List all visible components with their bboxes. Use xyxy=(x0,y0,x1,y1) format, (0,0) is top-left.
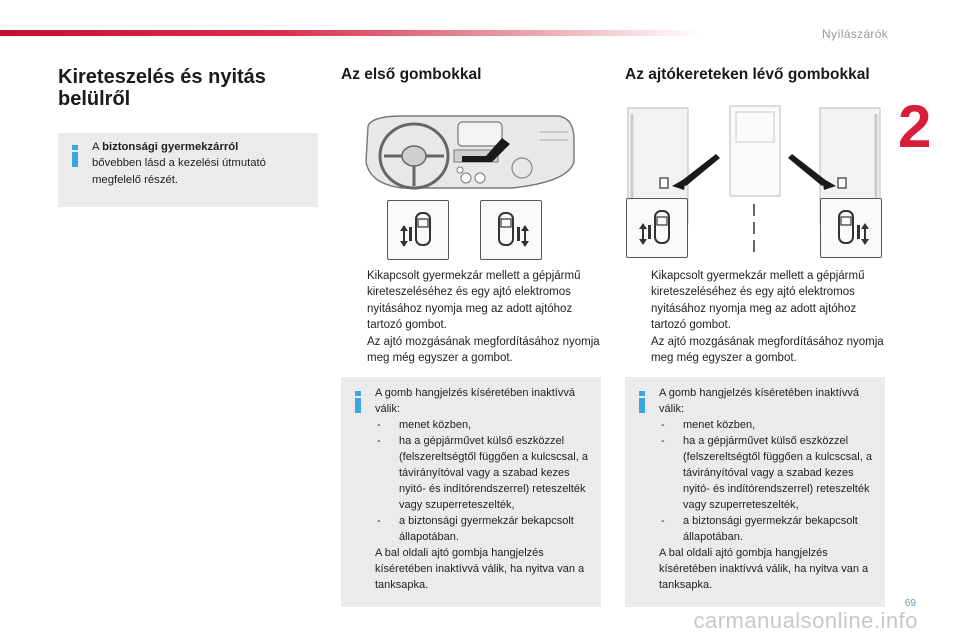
list-item: - a biztonsági gyermekzár bekapcsolt állapotában. xyxy=(377,515,574,543)
chapter-number: 2 xyxy=(898,93,932,160)
right-door-button-image xyxy=(480,200,542,260)
info-text: A gomb hangjelzés kíséretében inaktívvá válik: - menet közben, - ha a gépjárművet külső eszközzel (felszereltségtől függően a kulcscsal, a távirányítóval vagy a szabad kezes nyitó- és indítórendszerrel) reteszelték vagy szuperreteszelték, - a biztonsági gyermekzár bekapcsolt állapotában. A bal oldali ajtó gombja hangjelzés kíséretében inaktívvá válik, ha nyitva van a tanksapka. xyxy=(659,385,879,593)
list-item: Az ajtó mozgásának megfordításához nyomja meg még egyszer a gombot. xyxy=(367,335,600,365)
page-number: 69 xyxy=(904,598,916,609)
info-text: A gomb hangjelzés kíséretében inaktívvá válik: - menet közben, - ha a gépjárművet külső eszközzel (felszereltségtől függően a kulcscsal, a távirányítóval vagy a szabad kezes nyitó- és indítórendszerrel) reteszelték vagy szuperreteszelték, - a biztonsági gyermekzár bekapcsolt állapotában. A bal oldali ajtó gombja hangjelzés kíséretében inaktívvá válik, ha nyitva van a tanksapka. xyxy=(375,385,595,593)
list-item: Az ajtó mozgásának megfordításához nyomja meg még egyszer a gombot. xyxy=(651,335,884,365)
middle-column-title: Az első gombokkal xyxy=(341,66,482,83)
info-bold-term: biztonsági gyermekzárról xyxy=(102,141,239,153)
info-text xyxy=(92,139,310,188)
list-item: - ha a gépjárművet külső eszközzel (felszereltségtől függően a kulcscsal, a távirányítóval vagy a szabad kezes nyitó- és indítórendszerrel) reteszelték vagy szuperreteszelték, xyxy=(661,435,872,511)
page-title: Kireteszelés és nyitás belülről xyxy=(58,66,266,110)
watermark-logo: carmanualsonline.info xyxy=(693,608,918,633)
info-icon xyxy=(72,145,78,167)
right-bullet-list xyxy=(625,268,887,366)
info-box-middle xyxy=(341,377,601,607)
list-item: Kikapcsolt gyermekzár mellett a gépjármű kireteszeléséhez és egy ajtó elektromos nyitásához nyomja meg az adott ajtóhoz tartozó gombot. xyxy=(651,270,865,332)
info-box-right xyxy=(625,377,885,607)
list-item: - ha a gépjárművet külső eszközzel (felszereltségtől függően a kulcscsal, a távirányítóval vagy a szabad kezes nyitó- és indítórendszerrel) reteszelték vagy szuperreteszelték, xyxy=(377,435,588,511)
left-door-button-image xyxy=(387,200,449,260)
dashboard-illustration xyxy=(362,112,580,198)
info-icon xyxy=(639,391,645,413)
section-label: Nyílászárók xyxy=(822,27,888,41)
info-rest: bővebben lásd a kezelési útmutató megfelelő részét. xyxy=(92,157,266,186)
info-prefix: A xyxy=(92,141,103,153)
info-icon xyxy=(355,391,361,413)
right-frame-button-image xyxy=(820,198,882,258)
list-item: Kikapcsolt gyermekzár mellett a gépjármű kireteszeléséhez és egy ajtó elektromos nyitásához nyomja meg az adott ajtóhoz tartozó gombot. xyxy=(367,270,581,332)
list-item: - menet közben, xyxy=(661,419,756,431)
right-column-title: Az ajtókereteken lévő gombokkal xyxy=(625,66,870,83)
header-accent-bar xyxy=(0,30,700,36)
list-item: - menet közben, xyxy=(377,419,472,431)
left-frame-button-image xyxy=(626,198,688,258)
middle-bullet-list xyxy=(341,268,601,366)
info-box-child-lock xyxy=(58,133,318,207)
list-item: - a biztonsági gyermekzár bekapcsolt állapotában. xyxy=(661,515,858,543)
